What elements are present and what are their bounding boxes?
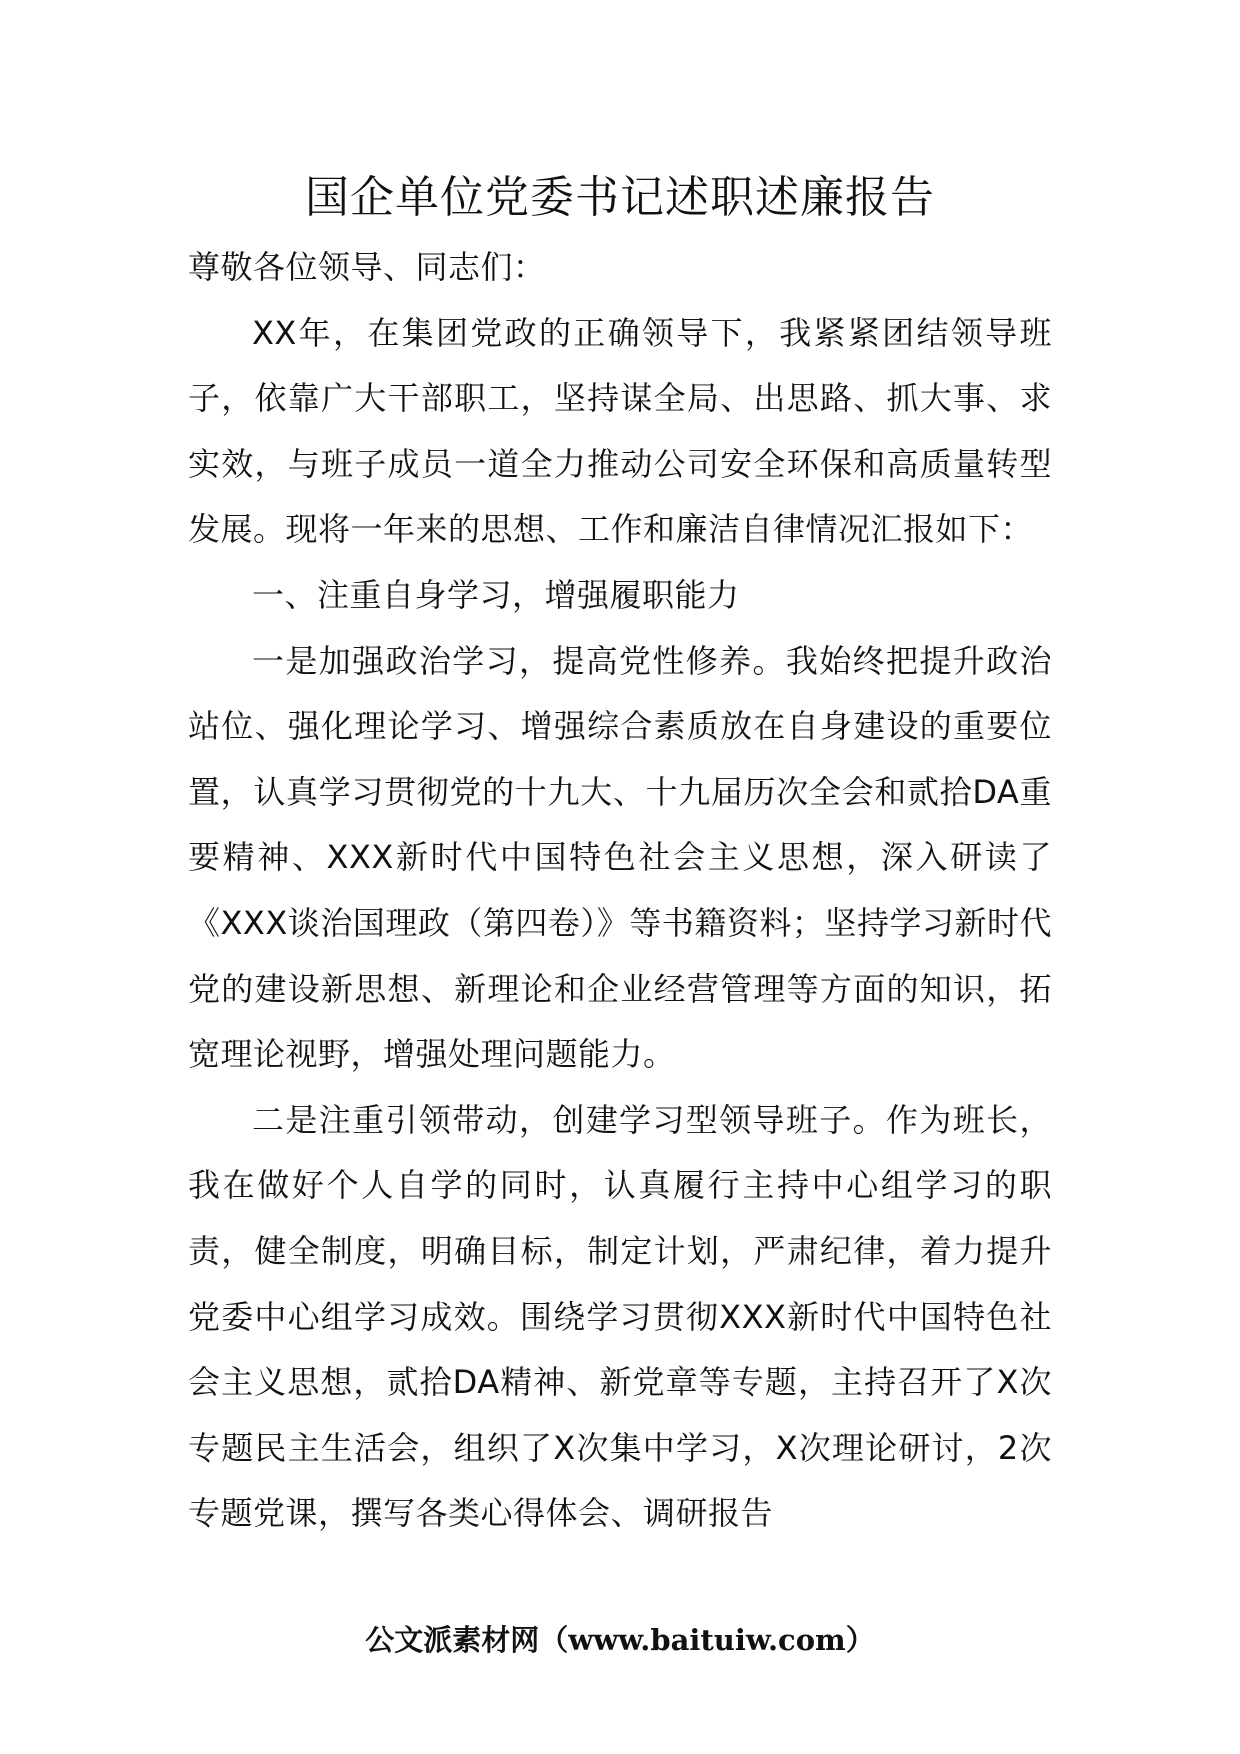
paragraph-leading-team-study: 二是注重引领带动，创建学习型领导班子。作为班长，我在做好个人自学的同时，认真履行主持中心组学习的职责，健全制度，明确目标，制定计划，严肃纪律，着力提升党委中心组学习成效。围绕学习贯彻XXX新时代中国特色社会主义思想，贰拾DA精神、新党章等专题，主持召开了X次专题民主生活会，组织了X次集中学习，X次理论研讨，2次专题党课，撰写各类心得体会、调研报告 [188,1100,1052,1533]
document-body [188,235,1052,1547]
salutation: 尊敬各位领导、同志们： [188,248,546,286]
paragraph-intro: XX年，在集团党政的正确领导下，我紧紧团结领导班子，依靠广大干部职工，坚持谋全局、出思路、抓大事、求实效，与班子成员一道全力推动公司安全环保和高质量转型发展。现将一年来的思想、工作和廉洁自律情况汇报如下： [188,313,1052,549]
section-heading-1: 一、注重自身学习，增强履职能力 [252,575,740,614]
document-title: 国企单位党委书记述职述廉报告 [305,172,935,223]
footer-watermark: 公文派素材网（www.baituiw.com） [365,1623,875,1657]
paragraph-political-study: 一是加强政治学习，提高党性修养。我始终把提升政治站位、强化理论学习、增强综合素质放在自身建设的重要位置，认真学习贯彻党的十九大、十九届历次全会和贰拾DA重要精神、XXX新时代中国特色社会主义思想，深入研读了《XXX谈治国理政（第四卷）》等书籍资料；坚持学习新时代党的建设新思想、新理论和企业经营管理等方面的知识，拓宽理论视野，增强处理问题能力。 [188,641,1052,1074]
